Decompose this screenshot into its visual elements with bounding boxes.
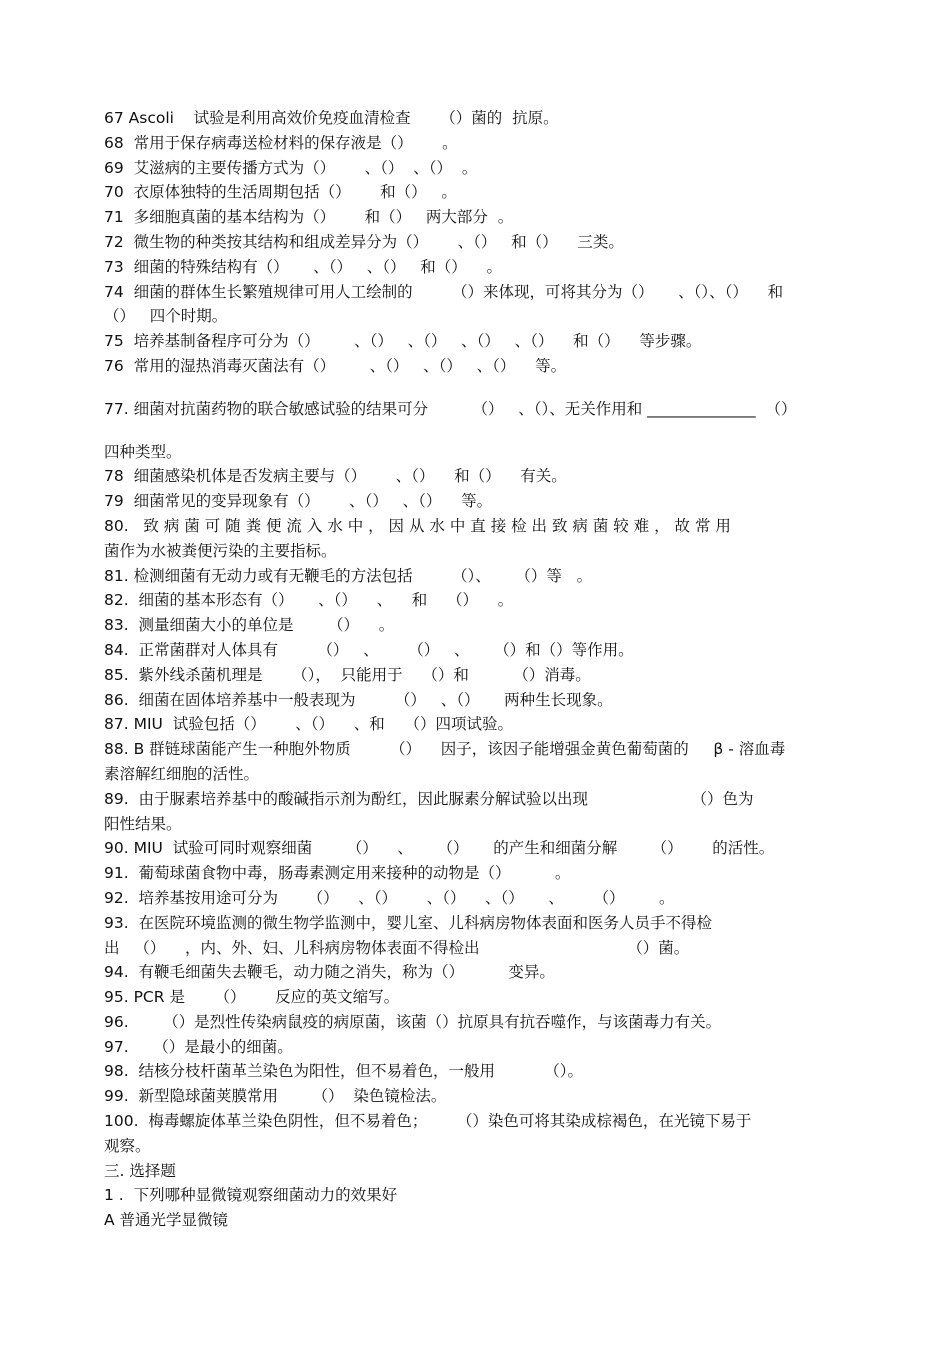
question-80: 80. 致 病 菌 可 随 粪 便 流 入 水 中 ， 因 从 水 中 直 接 检 出 致 病 菌 较 难 ， 故 常 用: [104, 516, 731, 535]
question-98: 98. 结核分枝杆菌革兰染色为阳性，但不易着色，一般用 （）。: [104, 1062, 584, 1081]
question-73: 73 细菌的特殊结构有（） 、（） 、（） 和（） 。: [104, 257, 502, 276]
question-68: 68 常用于保存病毒送检材料的保存液是（） 。: [104, 133, 458, 152]
question-100-continued: 观察。: [104, 1136, 151, 1155]
question-70: 70 衣原体独特的生活周期包括（） 和（） 。: [104, 183, 457, 202]
question-89-continued: 阳性结果。: [104, 814, 182, 833]
question-74-continued: （） 四个时期。: [104, 307, 228, 326]
section-heading: 三. 选择题: [104, 1161, 176, 1180]
question-76: 76 常用的湿热消毒灭菌法有（） 、（） 、（） 、（） 等。: [104, 356, 567, 375]
question-97: 97. （）是最小的细菌。: [104, 1037, 293, 1056]
spacer: [104, 422, 852, 440]
question-77-continued: 四种类型。: [104, 442, 182, 461]
question-92: 92. 培养基按用途可分为 （） 、（） 、（） 、（） 、 （） 。: [104, 888, 675, 907]
choice-question-1: 1 . 下列哪种显微镜观察细菌动力的效果好: [104, 1186, 398, 1205]
question-90: 90. MIU 试验可同时观察细菌 （） 、 （） 的产生和细菌分解 （） 的活性。: [104, 839, 775, 858]
question-93: 93. 在医院环境监测的微生物学监测中，婴儿室、儿科病房物体表面和医务人员手不得检: [104, 913, 713, 932]
question-80-continued: 菌作为水被粪便污染的主要指标。: [104, 541, 337, 560]
question-83: 83. 测量细菌大小的单位是 （） 。: [104, 616, 395, 635]
question-88: 88. B 群链球菌能产生一种胞外物质 （） 因子，该因子能增强金黄色葡萄菌的 β - 溶血毒: [104, 740, 786, 759]
question-91: 91. 葡萄球菌食物中毒，肠毒素测定用来接种的动物是（） 。: [104, 864, 571, 883]
question-75: 75 培养基制备程序可分为（） 、（） 、（） 、（） 、（） 和（） 等步骤。: [104, 332, 702, 351]
question-79: 79 细菌常见的变异现象有（） 、（） 、（） 等。: [104, 492, 493, 511]
question-93-continued: 出 （） ，内、外、妇、儿科病房物体表面不得检出 （）菌。: [104, 938, 690, 957]
question-78: 78 细菌感染机体是否发病主要与（） 、（） 和（） 有关。: [104, 467, 567, 486]
question-84: 84. 正常菌群对人体具有 （） 、 （） 、 （）和（）等作用。: [104, 640, 634, 659]
question-99: 99. 新型隐球菌荚膜常用 （） 染色镜检法。: [104, 1087, 447, 1106]
question-71: 71 多细胞真菌的基本结构为（） 和（） 两大部分 。: [104, 208, 514, 227]
question-100: 100. 梅毒螺旋体革兰染色阴性，但不易着色； （）染色可将其染成棕褐色，在光镜下易于: [104, 1112, 752, 1131]
question-95: 95. PCR 是 （） 反应的英文缩写。: [104, 988, 400, 1007]
question-86: 86. 细菌在固体培养基中一般表现为 （） 、（） 两种生长现象。: [104, 690, 613, 709]
question-81: 81. 检测细菌有无动力或有无鞭毛的方法包括 （）、 （）等 。: [104, 566, 593, 585]
question-72: 72 微生物的种类按其结构和组成差异分为（） 、（） 和（） 三类。: [104, 232, 624, 251]
choice-option-a: A 普通光学显微镜: [104, 1211, 229, 1230]
question-96: 96. （）是烈性传染病鼠疫的病原菌，该菌（）抗原具有抗吞噬作，与该菌毒力有关。: [104, 1012, 722, 1031]
question-88-continued: 素溶解红细胞的活性。: [104, 764, 260, 783]
question-87: 87. MIU 试验包括（） 、（） 、和 （）四项试验。: [104, 715, 513, 734]
document-body: [104, 106, 852, 1233]
question-94: 94. 有鞭毛细菌失去鞭毛，动力随之消失，称为（） 变异。: [104, 963, 555, 982]
question-89: 89. 由于脲素培养基中的酸碱指示剂为酚红，因此脲素分解试验以出现 （）色为: [104, 789, 754, 808]
question-82: 82. 细菌的基本形态有（） 、（） 、 和 （） 。: [104, 591, 514, 610]
question-67: 67 Ascoli 试验是利用高效价免疫血清检查 （）菌的 抗原。: [104, 109, 559, 127]
spacer: [104, 379, 852, 397]
question-69: 69 艾滋病的主要传播方式为（） 、（） 、（） 。: [104, 158, 478, 177]
question-85: 85. 紫外线杀菌机理是 （）， 只能用于 （）和 （）消毒。: [104, 665, 591, 684]
question-77: 77. 细菌对抗菌药物的联合敏感试验的结果可分 （） 、（）、无关作用和 ______________ （）: [104, 399, 797, 418]
question-74: 74 细菌的群体生长繁殖规律可用人工绘制的 （）来体现，可将其分为（） 、（）、（） 和: [104, 282, 784, 301]
